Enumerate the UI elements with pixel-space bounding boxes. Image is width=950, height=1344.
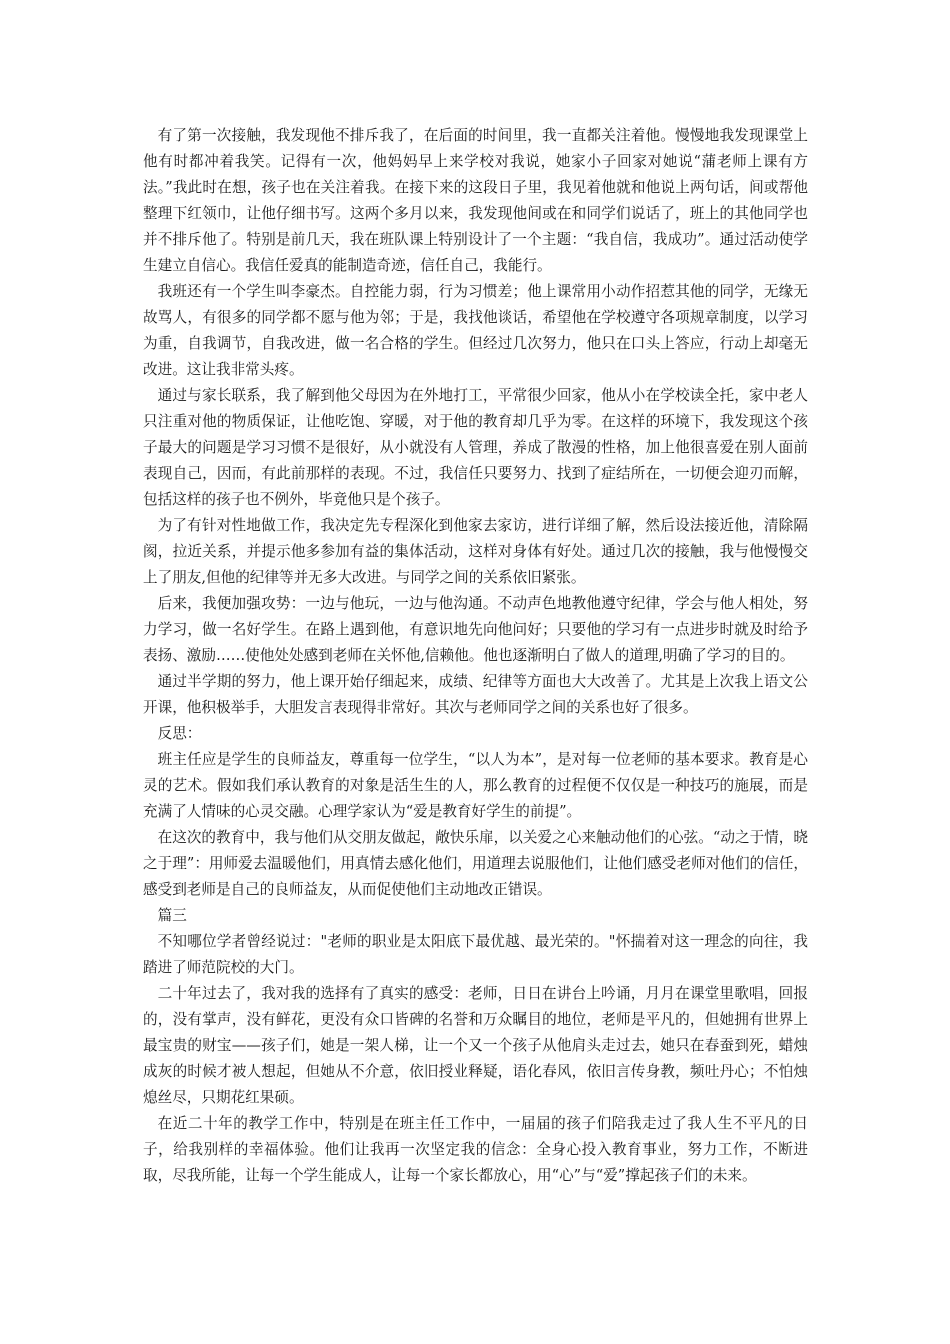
paragraph: 通过与家长联系，我了解到他父母因为在外地打工，平常很少回家，他从小在学校读全托，家中老人只注重对他的物质保证，让他吃饱、穿暖，对于他的教育却几乎为零。在这样的环境下，我发现这个孩子最大的问题是学习习惯不是很好，从小就没有人管理，养成了散漫的性格，加上他很喜爱在别人面前表现自己，因而，有此前那样的表现。不过，我信任只要努力、找到了症结所在，一切便会迎刃而解，包括这样的孩子也不例外，毕竟他只是个孩子。 [143,387,808,508]
section-heading-part-three: 篇三 [157,907,187,924]
paragraph: 后来，我便加强攻势：一边与他玩，一边与他沟通。不动声色地教他遵守纪律，学会与他人相处，努力学习，做一名好学生。在路上遇到他，有意识地先向他问好；只要他的学习有一点进步时就及时给予表扬、激励……使他处处感到老师在关怀他,信赖他。他也逐渐明白了做人的道理,明确了学习的目的。 [143,595,808,664]
paragraph: 通过半学期的努力，他上课开始仔细起来，成绩、纪律等方面也大大改善了。尤其是上次我上语文公开课，他积极举手，大胆发言表现得非常好。其次与老师同学之间的关系也好了很多。 [143,673,808,716]
paragraph: 为了有针对性地做工作，我决定先专程深化到他家去家访，进行详细了解，然后设法接近他，清除隔阂，拉近关系，并提示他多参加有益的集体活动，这样对身体有好处。通过几次的接触，我与他慢慢交上了朋友,但他的纪律等并无多大改进。与同学之间的关系依旧紧张。 [143,517,808,586]
paragraph: 在近二十年的教学工作中，特别是在班主任工作中，一届届的孩子们陪我走过了我人生不平凡的日子，给我别样的幸福体验。他们让我再一次坚定我的信念：全身心投入教育事业，努力工作，不断进取，尽我所能，让每一个学生能成人，让每一个家长都放心，用“心”与“爱”撑起孩子们的未来。 [143,1115,808,1184]
paragraph: 二十年过去了，我对我的选择有了真实的感受：老师，日日在讲台上吟诵，月月在课堂里歌唱，回报的，没有掌声，没有鲜花，更没有众口皆碑的名誉和万众瞩目的地位，老师是平凡的，但她拥有世界上最宝贵的财宝——孩子们，她是一架人梯，让一个又一个孩子从他肩头走过去，她只在春蚕到死，蜡烛成灰的时候才被人想起，但她从不介意，依旧授业释疑，语化春风，依旧言传身教，频吐丹心；不怕烛熄丝尽，只期花红果硕。 [143,985,808,1106]
paragraph: 有了第一次接触，我发现他不排斥我了，在后面的时间里，我一直都关注着他。慢慢地我发现课堂上他有时都冲着我笑。记得有一次，他妈妈早上来学校对我说，她家小子回家对她说“蒲老师上课有方法。”我此时在想，孩子也在关注着我。在接下来的这段日子里，我见着他就和他说上两句话，间或帮他整理下红领巾，让他仔细书写。这两个多月以来，我发现他间或在和同学们说话了，班上的其他同学也并不排斥他了。特别是前几天，我在班队课上特别设计了一个主题：“我自信，我成功”。通过活动使学生建立自信心。我信任爱真的能制造奇迹，信任自己，我能行。 [143,127,808,274]
paragraph: 我班还有一个学生叫李豪杰。自控能力弱，行为习惯差；他上课常用小动作招惹其他的同学，无缘无故骂人，有很多的同学都不愿与他为邻；于是，我找他谈话，希望他在学校遵守各项规章制度，以学习为重，自我调节，自我改进，做一名合格的学生。但经过几次努力，他只在口头上答应，行动上却毫无改进。这让我非常头疼。 [143,283,808,378]
paragraph: 班主任应是学生的良师益友，尊重每一位学生，“以人为本”，是对每一位老师的基本要求。教育是心灵的艺术。假如我们承认教育的对象是活生生的人，那么教育的过程便不仅仅是一种技巧的施展，而是充满了人情味的心灵交融。心理学家认为“爱是教育好学生的前提”。 [143,751,808,820]
document-body [143,123,808,1189]
section-heading-reflection: 反思： [157,725,202,742]
paragraph: 不知哪位学者曾经说过："老师的职业是太阳底下最优越、最光荣的。"怀揣着对这一理念的向往，我踏进了师范院校的大门。 [143,933,808,976]
paragraph: 在这次的教育中，我与他们从交朋友做起，敞快乐扉，以关爱之心来触动他们的心弦。“动之于情，晓之于理”：用师爱去温暖他们，用真情去感化他们，用道理去说服他们，让他们感受老师对他们的信任，感受到老师是自己的良师益友，从而促使他们主动地改正错误。 [143,829,808,898]
